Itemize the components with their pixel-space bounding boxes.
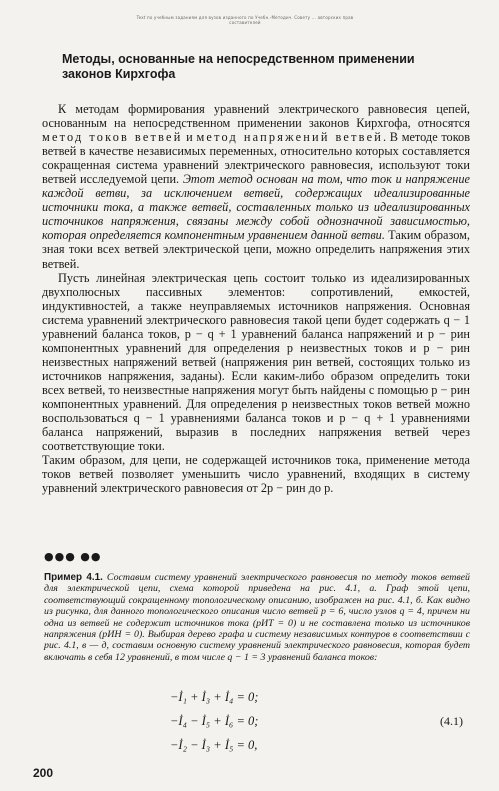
- equation-number: (4.1): [440, 714, 463, 728]
- section-title: Методы, основанные на непосредственном применении законов Кирхгофа: [62, 52, 415, 81]
- equation-3: −İ₂ − İ₃ + İ₅ = 0,: [170, 738, 258, 752]
- equation-2: −İ₄ − İ₅ + İ₆ = 0;: [170, 714, 259, 728]
- p1-mid: . В методе токов ветвей в качестве независимых переменных, относительно которых составляется сокращенная система уравнений электрического равновесия, используют токи ветвей исследуемой цепи.: [42, 130, 470, 187]
- paragraph-1: [42, 102, 470, 271]
- paragraph-2: Пусть линейная электрическая цепь состоит только из идеализированных двухполюсных пассивных элементов: сопротивлений, емкостей, индуктивностей, а также неуправляемых источников напряжения. Основная система уравнений электрического равновесия такой цепи будет содержать q − 1 уравнений баланса токов, p − q + 1 уравнений баланса напряжений и p − pин компонентных уравнений для определения p неизвестных токов и p − pин неизвестных напряжений ветвей (напряжения pин ветвей, состоящих только из источников напряжения, заданы). Если каким-либо образом определить токи всех ветвей, то неизвестные напряжения могут быть найдены с помощью p − pин компонентных уравнений. Для определения p неизвестных токов ветвей можно воспользоваться q − 1 уравнениями баланса токов и p − q + 1 уравнениями баланса напряжений, выразив в последних напряжения ветвей через соответствующие токи.: [42, 270, 470, 454]
- header-faint-text: Text по учебным заданиям для вузов изданного по Учебн.-Методич. Совету ... авторских прав составителей: [136, 15, 354, 25]
- p1-start: К методам формирования уравнений электрического равновесия цепей, основанным на непосредственном применении законов Кирхгофа, относятся: [42, 102, 470, 131]
- paragraph-3: Таким образом, для цепи, не содержащей источников тока, применение метода токов ветвей позволяет уменьшить число уравнений, входящих в систему уравнений электрического равновесия от 2p − pин до p.: [42, 453, 470, 496]
- term-branch-currents: метод токов ветвей: [42, 130, 183, 145]
- example-text: Составим систему уравнений электрического равновесия по методу токов ветвей для электрической цепи, схема которой приведена на рис. 4.1, а. Граф этой цепи, соответствующий сокращенному топологическому описанию, изображен на рис. 4.1, б. Как видно из рисунка, для данного топологического описания число ветвей p = 6, число узлов q = 4, причем ни одна из ветвей не содержит источников тока (pИТ = 0) и не составлена только из источников напряжения (pИН = 0). Выбирая дерево графа и систему независимых контуров в соответствии с рис. 4.1, в — д, составим основную систему уравнений электрического равновесия, которая будет включать в себя 12 уравнений, в том числе q − 1 = 3 уравнений баланса токов:: [44, 572, 470, 663]
- example-block: [44, 572, 470, 663]
- example-label: Пример 4.1.: [44, 572, 103, 583]
- term-branch-voltages: метод напряжений ветвей: [196, 130, 384, 145]
- p1-italic: Этот метод основан на том, что ток и напряжение каждой ветви, за исключением ветвей, содержащих идеализированные источники тока, а также ветвей, составленных только из идеализированных источников напряжения, связаны между собой однозначной зависимостью, которая определяется компонентным уравнением данной ветви.: [42, 172, 470, 243]
- section-separator-dots: ●●● ●●: [44, 550, 102, 563]
- body-paragraphs: [42, 102, 470, 495]
- page-number: 200: [33, 766, 54, 780]
- equation-1: −İ₁ + İ₃ + İ₄ = 0;: [170, 690, 259, 704]
- p1-and: и: [182, 130, 197, 145]
- p1-end: Таким образом, зная токи всех ветвей электрической цепи, можно определить напряжения этих ветвей.: [42, 228, 471, 271]
